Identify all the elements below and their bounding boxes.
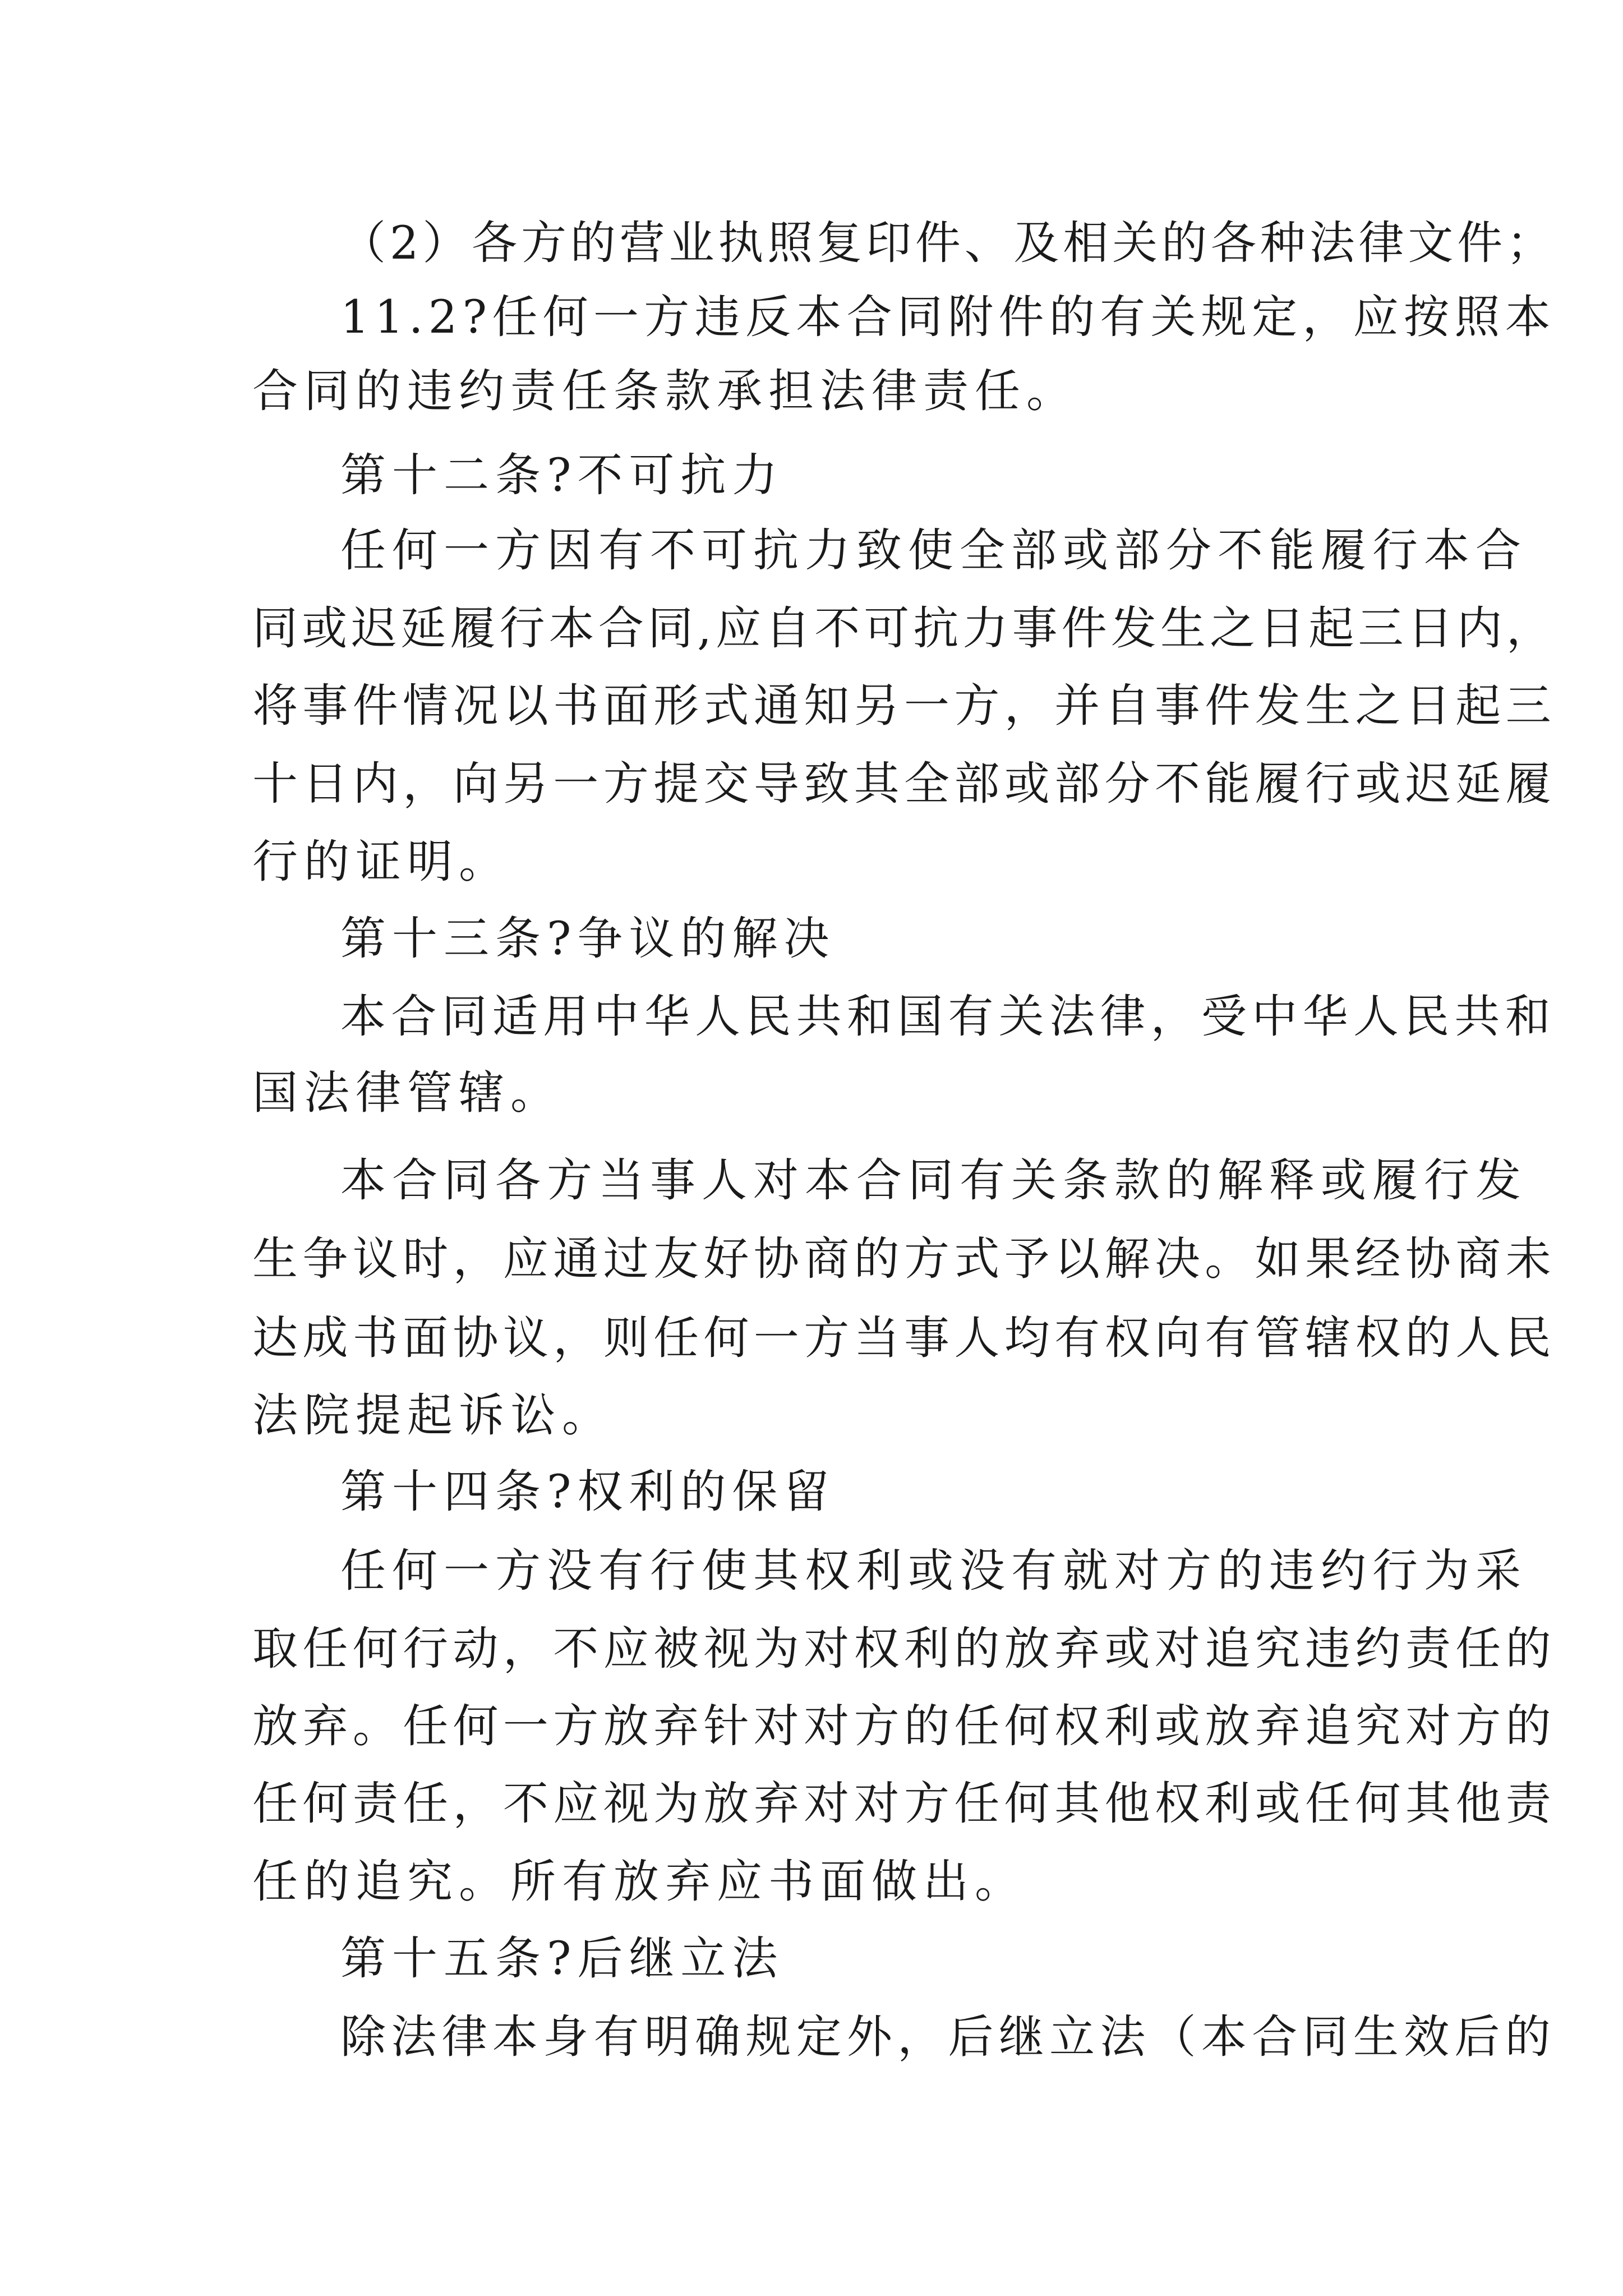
text-line: 同或迟延履行本合同,应自不可抗力事件发生之日起三日内， xyxy=(252,602,1556,655)
section-heading: 第十四条?权利的保留 xyxy=(340,1466,836,1519)
text-line: 放弃。任何一方放弃针对对方的任何权利或放弃追究对方的 xyxy=(252,1700,1556,1753)
text-line: 法院提起诉讼。 xyxy=(252,1389,614,1442)
text-line: 本合同各方当事人对本合同有关条款的解释或履行发 xyxy=(340,1154,1528,1207)
section-heading: 第十三条?争议的解决 xyxy=(340,913,836,965)
text-line: 11.2?任何一方违反本合同附件的有关规定，应按照本 xyxy=(340,291,1556,344)
section-heading: 第十五条?后继立法 xyxy=(340,1932,784,1985)
text-line: 十日内，向另一方提交导致其全部或部分不能履行或迟延履 xyxy=(252,758,1556,811)
text-line: 任的追究。所有放弃应书面做出。 xyxy=(252,1856,1027,1908)
text-line: 生争议时，应通过友好协商的方式予以解决。如果经协商未 xyxy=(252,1233,1556,1286)
text-line: 达成书面协议，则任何一方当事人均有权向有管辖权的人民 xyxy=(252,1312,1556,1365)
text-line: （2）各方的营业执照复印件、及相关的各种法律文件； xyxy=(340,217,1556,270)
text-line: 任何责任，不应视为放弃对对方任何其他权利或任何其他责 xyxy=(252,1778,1556,1830)
text-line: 任何一方没有行使其权利或没有就对方的违约行为采 xyxy=(340,1545,1528,1598)
text-line: 任何一方因有不可抗力致使全部或部分不能履行本合 xyxy=(340,524,1528,577)
text-line: 合同的违约责任条款承担法律责任。 xyxy=(252,365,1078,418)
text-line: 国法律管辖。 xyxy=(252,1067,562,1120)
text-line: 将事件情况以书面形式通知另一方，并自事件发生之日起三 xyxy=(252,680,1556,733)
text-line: 行的证明。 xyxy=(252,836,511,889)
text-line: 除法律本身有明确规定外，后继立法（本合同生效后的 xyxy=(340,2011,1556,2064)
text-line: 取任何行动，不应被视为对权利的放弃或对追究违约责任的 xyxy=(252,1623,1556,1676)
section-heading: 第十二条?不可抗力 xyxy=(340,449,784,502)
text-line: 本合同适用中华人民共和国有关法律，受中华人民共和 xyxy=(340,991,1556,1043)
